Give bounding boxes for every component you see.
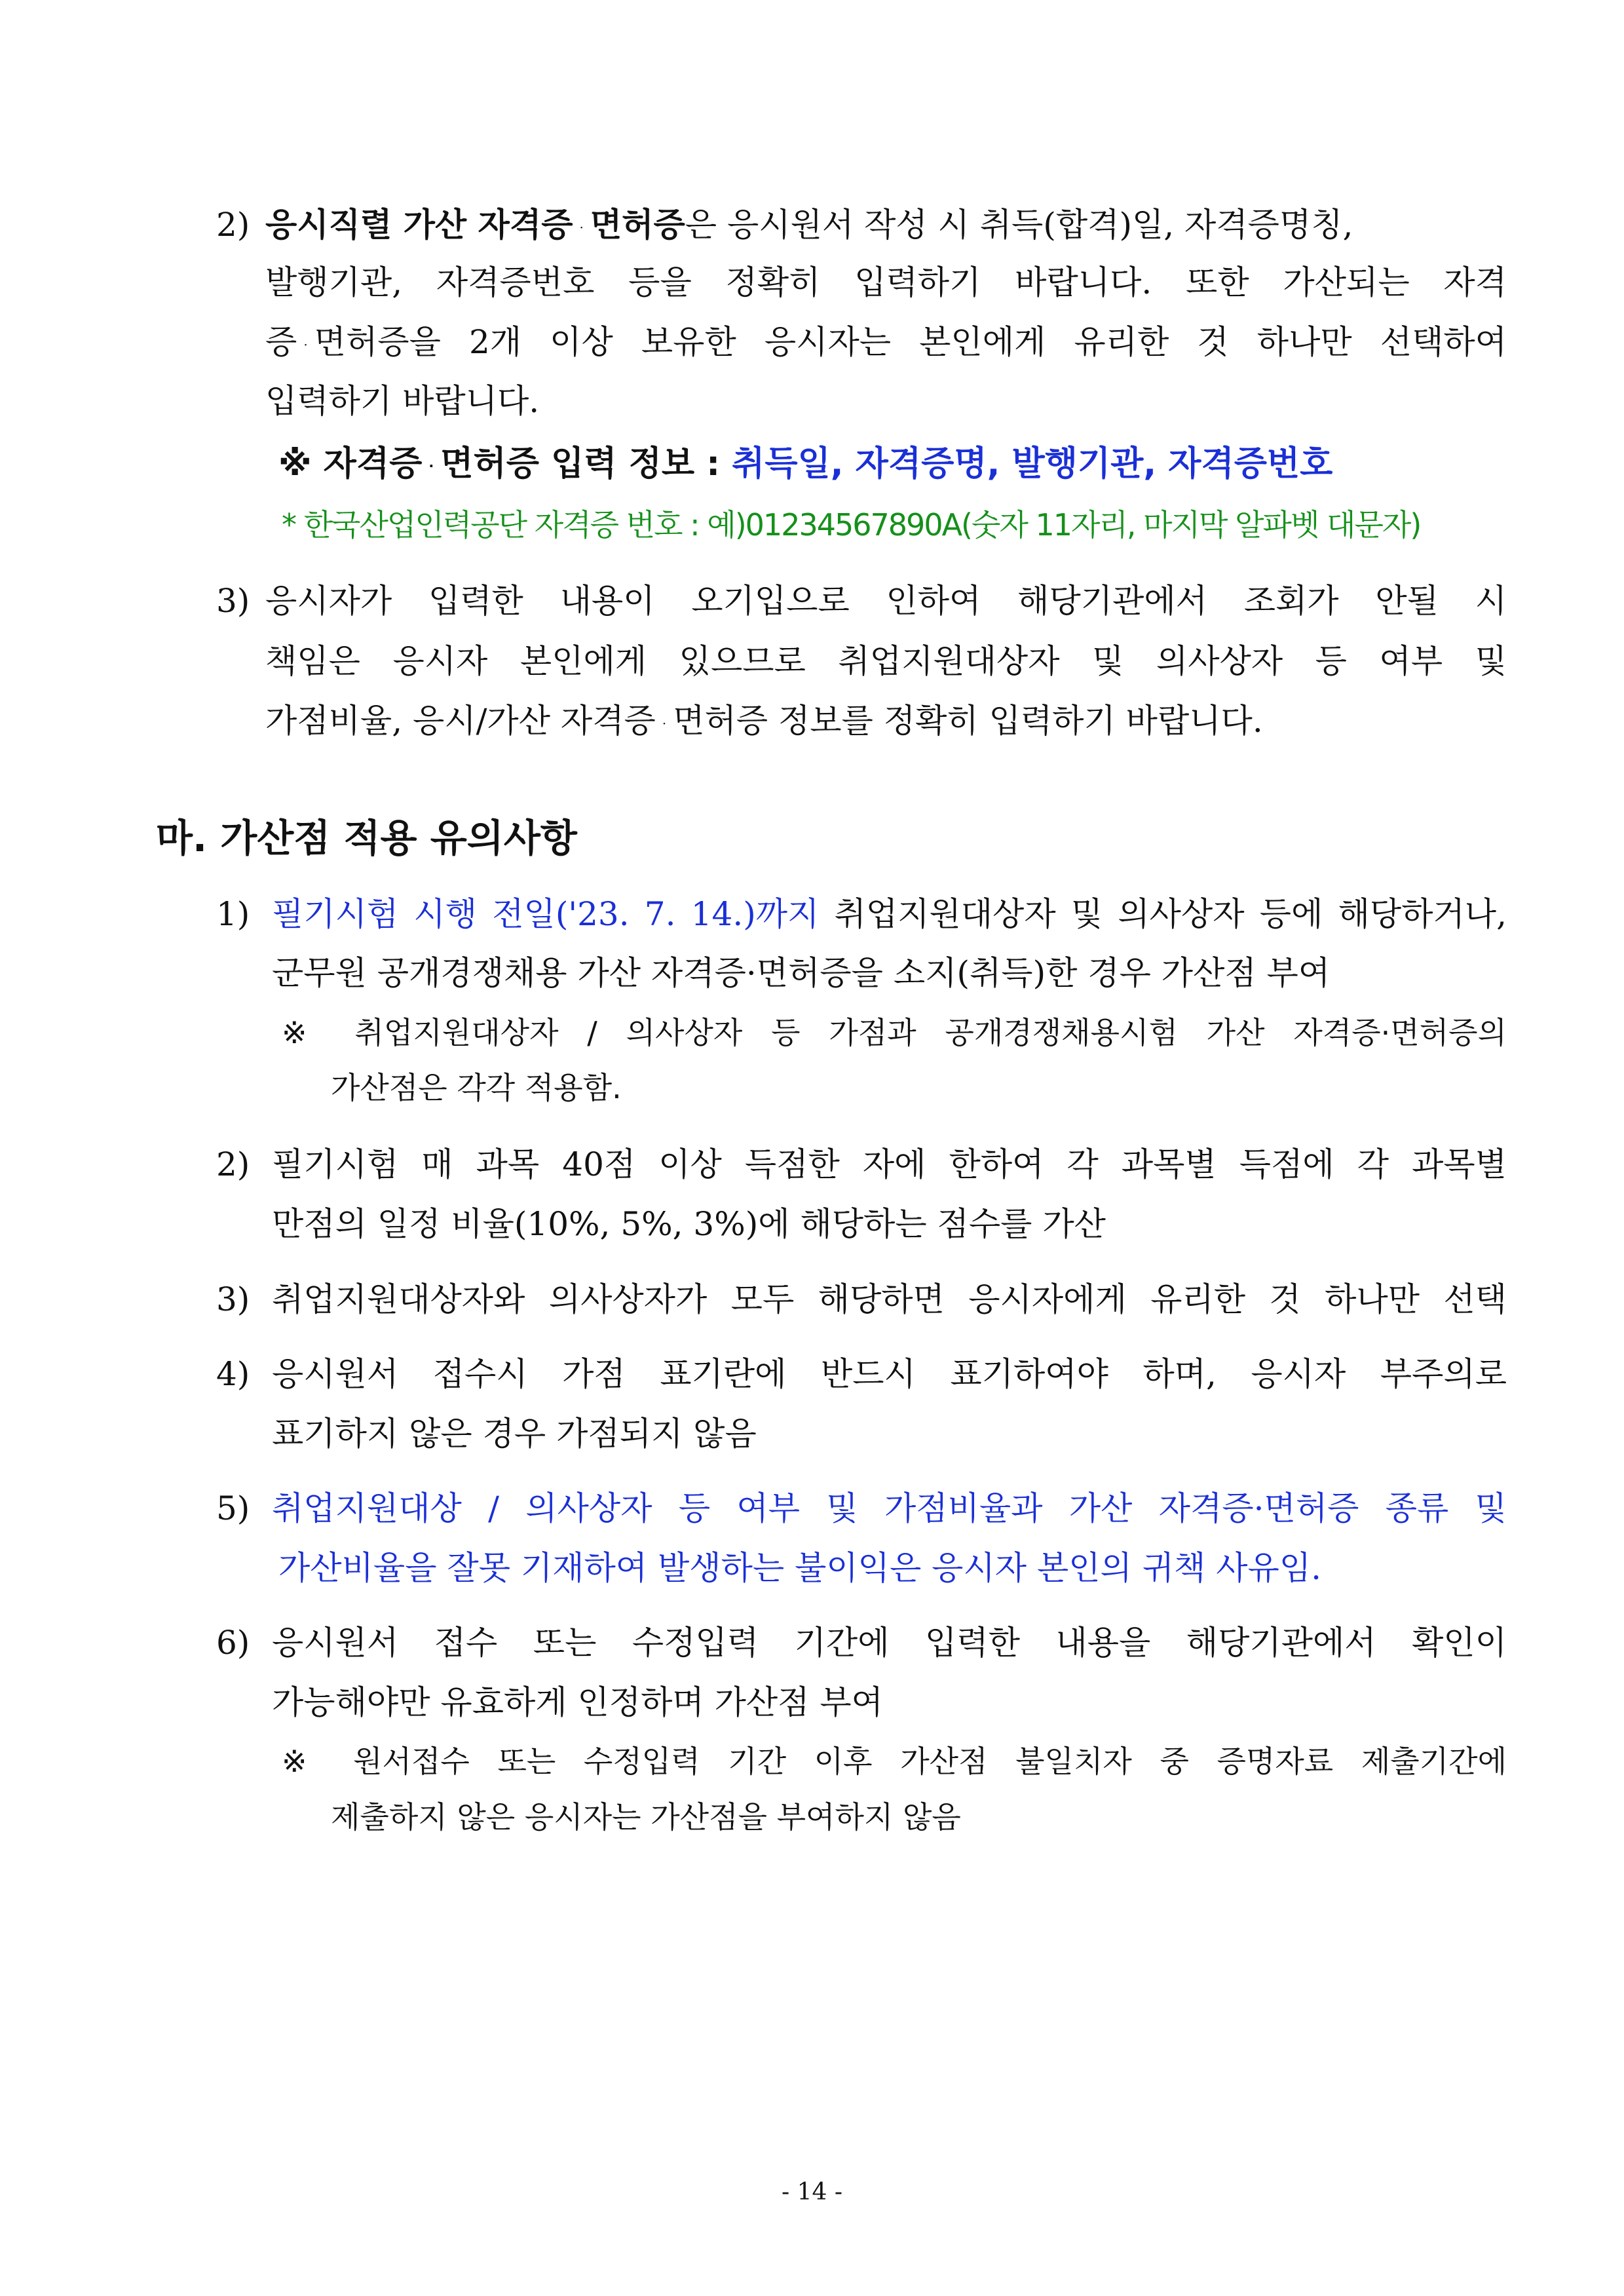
note-prefix: ※ 자격증 bbox=[278, 444, 423, 484]
paragraph-line: 입력하기 바랍니다. bbox=[265, 382, 540, 420]
note-line: 가산점은 각각 적용함. bbox=[331, 1070, 622, 1105]
paragraph-line bbox=[272, 895, 1507, 933]
warning-line: 취업지원대상 / 의사상자 등 여부 및 가점비율과 가산 자격증·면허증 종류 및 bbox=[272, 1489, 1507, 1527]
middle-dot: · bbox=[428, 457, 434, 474]
note-fields: 취득일, 자격증명, 발행기관, 자격증번호 bbox=[732, 444, 1333, 484]
paragraph-line bbox=[265, 702, 1263, 740]
note-label: 면허증 입력 정보 : bbox=[440, 444, 720, 484]
paragraph-line: 만점의 일정 비율(10%, 5%, 3%)에 해당하는 점수를 가산 bbox=[272, 1205, 1106, 1243]
paragraph-line: 표기하지 않은 경우 가점되지 않음 bbox=[272, 1415, 757, 1453]
note-line: ※ 취업지원대상자 / 의사상자 등 가점과 공개경쟁채용시험 가산 자격증·면허증의 bbox=[282, 1015, 1507, 1050]
page-number: - 14 - bbox=[781, 2179, 843, 2206]
section-heading: 마. 가산점 적용 유의사항 bbox=[156, 816, 577, 860]
middle-dot: · bbox=[303, 337, 308, 353]
paragraph-line: 발행기관, 자격증번호 등을 정확히 입력하기 바랍니다. 또한 가산되는 자격 bbox=[265, 263, 1507, 301]
paragraph-line: 응시원서 접수시 가점 표기란에 반드시 표기하여야 하며, 응시자 부주의로 bbox=[272, 1355, 1507, 1393]
paragraph-line: 책임은 응시자 본인에게 있으므로 취업지원대상자 및 의사상자 등 여부 및 bbox=[265, 642, 1507, 680]
middle-dot: · bbox=[579, 220, 584, 235]
text-segment: 면허증 정보를 정확히 입력하기 바랍니다. bbox=[673, 702, 1263, 740]
text-segment: 면허증을 2개 이상 보유한 응시자는 본인에게 유리한 것 하나만 선택하여 bbox=[314, 323, 1507, 361]
item-number: 2) bbox=[216, 1145, 250, 1183]
paragraph-line bbox=[265, 205, 1507, 244]
paragraph-line: 취업지원대상자와 의사상자가 모두 해당하면 응시자에게 유리한 것 하나만 선택 bbox=[272, 1280, 1507, 1318]
paragraph-line: 필기시험 매 과목 40점 이상 득점한 자에 한하여 각 과목별 득점에 각 과목별 bbox=[272, 1145, 1507, 1183]
paragraph-line: 가능해야만 유효하게 인정하며 가산점 부여 bbox=[272, 1683, 883, 1721]
item-number: 2) bbox=[216, 206, 250, 244]
green-note: * 한국산업인력공단 자격증 번호 : 예)01234567890A(숫자 11자리, 마지막 알파벳 대문자) bbox=[282, 507, 1421, 543]
item-number: 4) bbox=[216, 1355, 250, 1393]
info-note bbox=[278, 444, 1333, 484]
text-segment: 취업지원대상자 및 의사상자 등에 해당하거나, bbox=[834, 895, 1507, 933]
text-segment: 은 응시원서 작성 시 취득(합격)일, 자격증명칭, bbox=[685, 206, 1353, 244]
paragraph-line: 군무원 공개경쟁채용 가산 자격증·면허증을 소지(취득)한 경우 가산점 부여 bbox=[272, 954, 1331, 992]
item-number: 5) bbox=[216, 1489, 250, 1527]
text-segment: 증 bbox=[265, 323, 297, 361]
item-number: 1) bbox=[216, 895, 250, 933]
item-number: 3) bbox=[216, 1280, 250, 1318]
item-number: 3) bbox=[216, 582, 250, 620]
paragraph-line: 응시원서 접수 또는 수정입력 기간에 입력한 내용을 해당기관에서 확인이 bbox=[272, 1624, 1507, 1662]
bold-term: 응시직렬 가산 자격증 bbox=[265, 205, 573, 244]
highlight-date: 필기시험 시행 전일('23. 7. 14.)까지 bbox=[272, 895, 820, 933]
warning-line: 가산비율을 잘못 기재하여 발생하는 불이익은 응시자 본인의 귀책 사유임. bbox=[278, 1549, 1322, 1587]
bold-term: 면허증 bbox=[590, 205, 685, 244]
note-line: ※ 원서접수 또는 수정입력 기간 이후 가산점 불일치자 중 증명자료 제출기간에 bbox=[282, 1744, 1507, 1779]
paragraph-line bbox=[265, 323, 1507, 361]
item-number: 6) bbox=[216, 1624, 250, 1662]
note-line: 제출하지 않은 응시자는 가산점을 부여하지 않음 bbox=[331, 1799, 961, 1835]
middle-dot: · bbox=[662, 716, 667, 731]
paragraph-line: 응시자가 입력한 내용이 오기입으로 인하여 해당기관에서 조회가 안될 시 bbox=[265, 582, 1507, 620]
text-segment: 가점비율, 응시/가산 자격증 bbox=[265, 702, 656, 740]
